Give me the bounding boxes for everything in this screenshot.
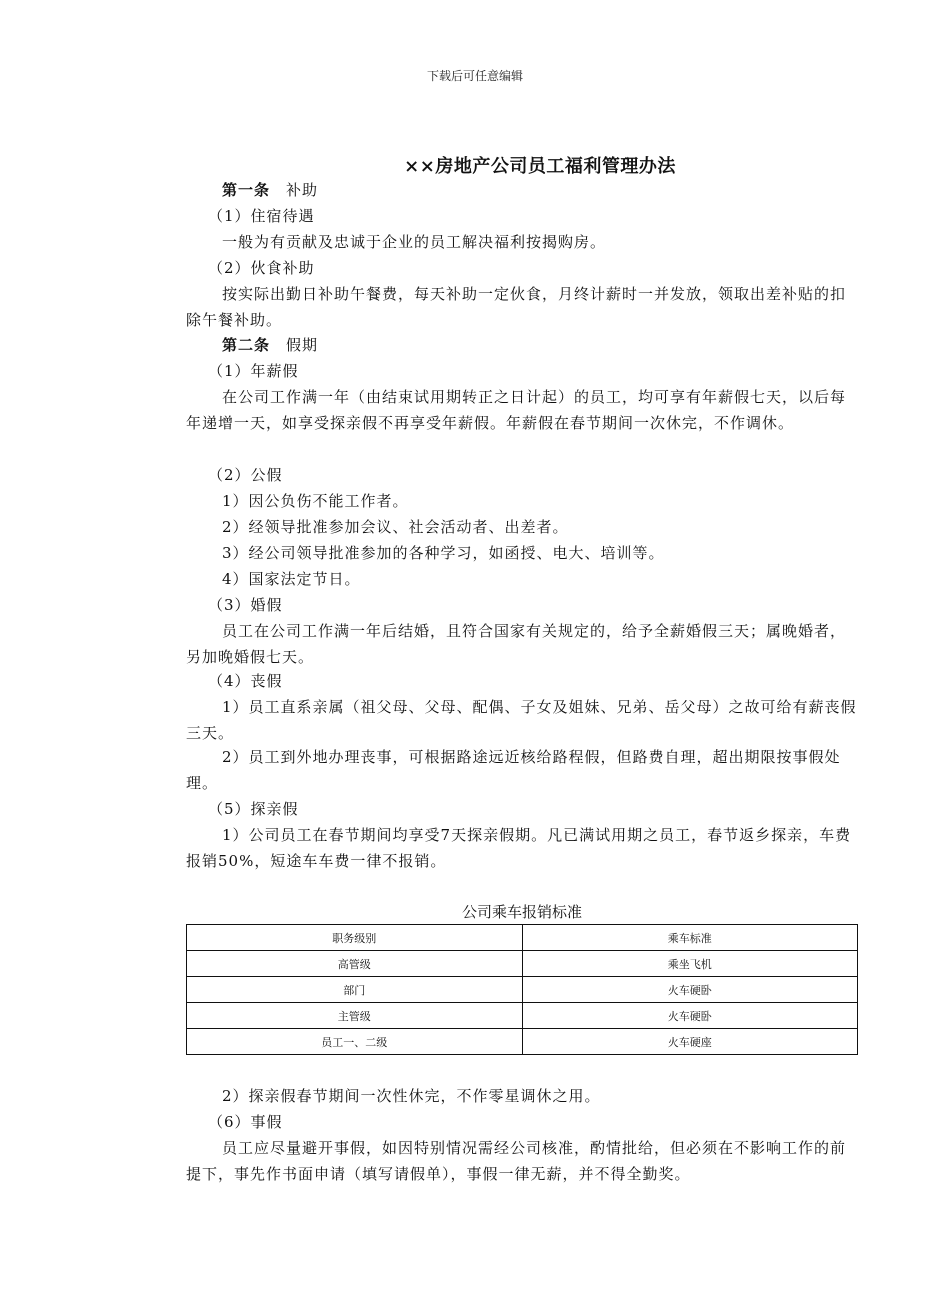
marriage-leave-title: （3）婚假 <box>208 596 283 614</box>
table-cell: 高管级 <box>187 951 523 977</box>
public-leave-item: 3）经公司领导批准参加的各种学习，如函授、电大、培训等。 <box>222 544 665 562</box>
article-2-heading <box>186 332 858 358</box>
funeral-leave-item: 2）员工到外地办理丧事，可根据路途远近核给路程假，但路费自理，超出期限按事假处理。 <box>186 748 841 792</box>
header-note: 下载后可任意编辑 <box>426 69 523 83</box>
article-2-number: 第二条 <box>222 336 271 354</box>
table-row <box>187 951 858 977</box>
table-row <box>187 1003 858 1029</box>
marriage-leave-text: 员工在公司工作满一年后结婚，且符合国家有关规定的，给予全薪婚假三天；属晚婚者，另加晚婚假七天。 <box>186 622 847 666</box>
personal-leave-text: 员工应尽量避开事假，如因特别情况需经公司核准，酌情批给，但必须在不影响工作的前提下，事先作书面申请（填写请假单），事假一律无薪，并不得全勤奖。 <box>186 1139 847 1183</box>
funeral-leave-title: （4）丧假 <box>208 672 283 690</box>
personal-leave-title: （6）事假 <box>208 1113 283 1131</box>
public-leave-item: 1）因公负伤不能工作者。 <box>222 492 409 510</box>
family-leave-item: 1）公司员工在春节期间均享受7天探亲假期。凡已满试用期之员工，春节返乡探亲，车费报销50%，短途车车费一律不报销。 <box>186 826 852 870</box>
table-header-row <box>187 925 858 951</box>
table-cell: 火车硬卧 <box>522 1003 858 1029</box>
table-cell: 主管级 <box>187 1003 523 1029</box>
travel-reimbursement-table <box>186 924 858 1055</box>
table-cell: 员工一、二级 <box>187 1029 523 1055</box>
article-2-subject: 假期 <box>286 336 319 354</box>
meal-text: 按实际出勤日补助午餐费，每天补助一定伙食，月终计薪时一并发放，领取出差补贴的扣除午餐补助。 <box>186 285 847 329</box>
table-cell: 乘坐飞机 <box>522 951 858 977</box>
table-cell: 火车硬卧 <box>522 977 858 1003</box>
table-cell: 部门 <box>187 977 523 1003</box>
article-1-number: 第一条 <box>222 181 271 199</box>
article-1-subject: 补助 <box>286 181 319 199</box>
document-title: ××房地产公司员工福利管理办法 <box>404 156 676 177</box>
funeral-leave-item: 1）员工直系亲属（祖父母、父母、配偶、子女及姐妹、兄弟、岳父母）之故可给有薪丧假三天。 <box>186 698 857 742</box>
public-leave-item: 2）经领导批准参加会议、社会活动者、出差者。 <box>222 518 569 536</box>
housing-title: （1）住宿待遇 <box>208 207 315 225</box>
table-cell: 火车硬座 <box>522 1029 858 1055</box>
table-header-cell: 乘车标准 <box>522 925 858 951</box>
public-leave-title: （2）公假 <box>208 466 283 484</box>
annual-leave-title: （1）年薪假 <box>208 362 299 380</box>
article-1-heading <box>186 177 858 203</box>
table-header-cell: 职务级别 <box>187 925 523 951</box>
table-row <box>187 1029 858 1055</box>
public-leave-item: 4）国家法定节日。 <box>222 570 361 588</box>
table-caption: 公司乘车报销标准 <box>461 903 582 921</box>
family-leave-title: （5）探亲假 <box>208 800 299 818</box>
annual-leave-text: 在公司工作满一年（由结束试用期转正之日计起）的员工，均可享有年薪假七天，以后每年递增一天，如享受探亲假不再享受年薪假。年薪假在春节期间一次休完，不作调休。 <box>186 388 847 432</box>
meal-title: （2）伙食补助 <box>208 259 315 277</box>
table-row <box>187 977 858 1003</box>
family-leave-item: 2）探亲假春节期间一次性休完，不作零星调休之用。 <box>222 1087 601 1105</box>
housing-text: 一般为有贡献及忠诚于企业的员工解决福利按揭购房。 <box>222 233 607 251</box>
